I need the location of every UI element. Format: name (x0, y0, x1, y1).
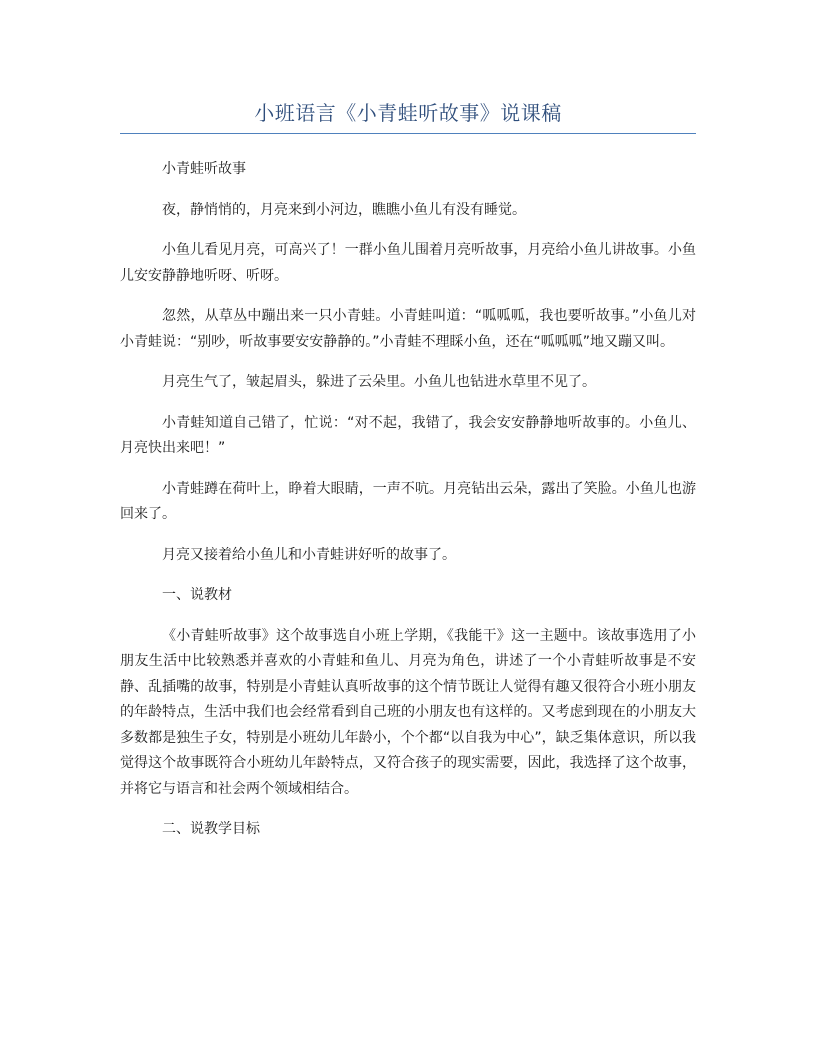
story-paragraph-7: 月亮又接着给小鱼儿和小青蛙讲好听的故事了。 (162, 546, 456, 563)
story-title: 小青蛙听故事 (162, 161, 246, 177)
story-paragraph-4: 月亮生气了，皱起眉头，躲进了云朵里。小鱼儿也钻进水草里不见了。 (162, 374, 596, 390)
story-paragraph-3: 忽然，从草丛中蹦出来一只小青蛙。小青蛙叫道：“呱呱呱，我也要听故事。”小鱼儿对小青蛙说：“别吵，听故事要安安静静的。”小青蛙不理睬小鱼，还在“呱呱呱”地又蹦又叫。 (120, 308, 696, 350)
textbook-paragraph: 《小青蛙听故事》这个故事选自小班上学期，《我能干》这一主题中。该故事选用了小朋友生活中比较熟悉并喜欢的小青蛙和鱼儿、月亮为角色，讲述了一个小青蛙听故事是不安静、乱插嘴的故事，特别是小青蛙认真听故事的这个情节既让人觉得有趣又很符合小班小朋友的年龄特点，生活中我们也会经常看到自己班的小朋友也有这样的。又考虑到现在的小朋友大多数都是独生子女，特别是小班幼儿年龄小，个个都“以自我为中心”，缺乏集体意识，所以我觉得这个故事既符合小班幼儿年龄特点，又符合孩子的现实需要，因此，我选择了这个故事，并将它与语言和社会两个领域相结合。 (120, 627, 696, 797)
story-paragraph-6: 小青蛙蹲在荷叶上，睁着大眼睛，一声不吭。月亮钻出云朵，露出了笑脸。小鱼儿也游回来了。 (120, 480, 696, 522)
story-paragraph-2: 小鱼儿看见月亮，可高兴了！一群小鱼儿围着月亮听故事，月亮给小鱼儿讲故事。小鱼儿安安静静地听呀、听呀。 (120, 242, 696, 284)
document-title: 小班语言《小青蛙听故事》说课稿 (254, 101, 562, 125)
story-paragraph-5: 小青蛙知道自己错了，忙说：“对不起，我错了，我会安安静静地听故事的。小鱼儿、月亮快出来吧！” (120, 414, 696, 456)
story-paragraph-1: 夜，静悄悄的，月亮来到小河边，瞧瞧小鱼儿有没有睡觉。 (162, 201, 526, 218)
document-body (120, 157, 696, 858)
title-underline (120, 133, 696, 134)
section-heading-textbook: 一、说教材 (162, 587, 232, 603)
section-heading-goals: 二、说教学目标 (162, 821, 260, 837)
